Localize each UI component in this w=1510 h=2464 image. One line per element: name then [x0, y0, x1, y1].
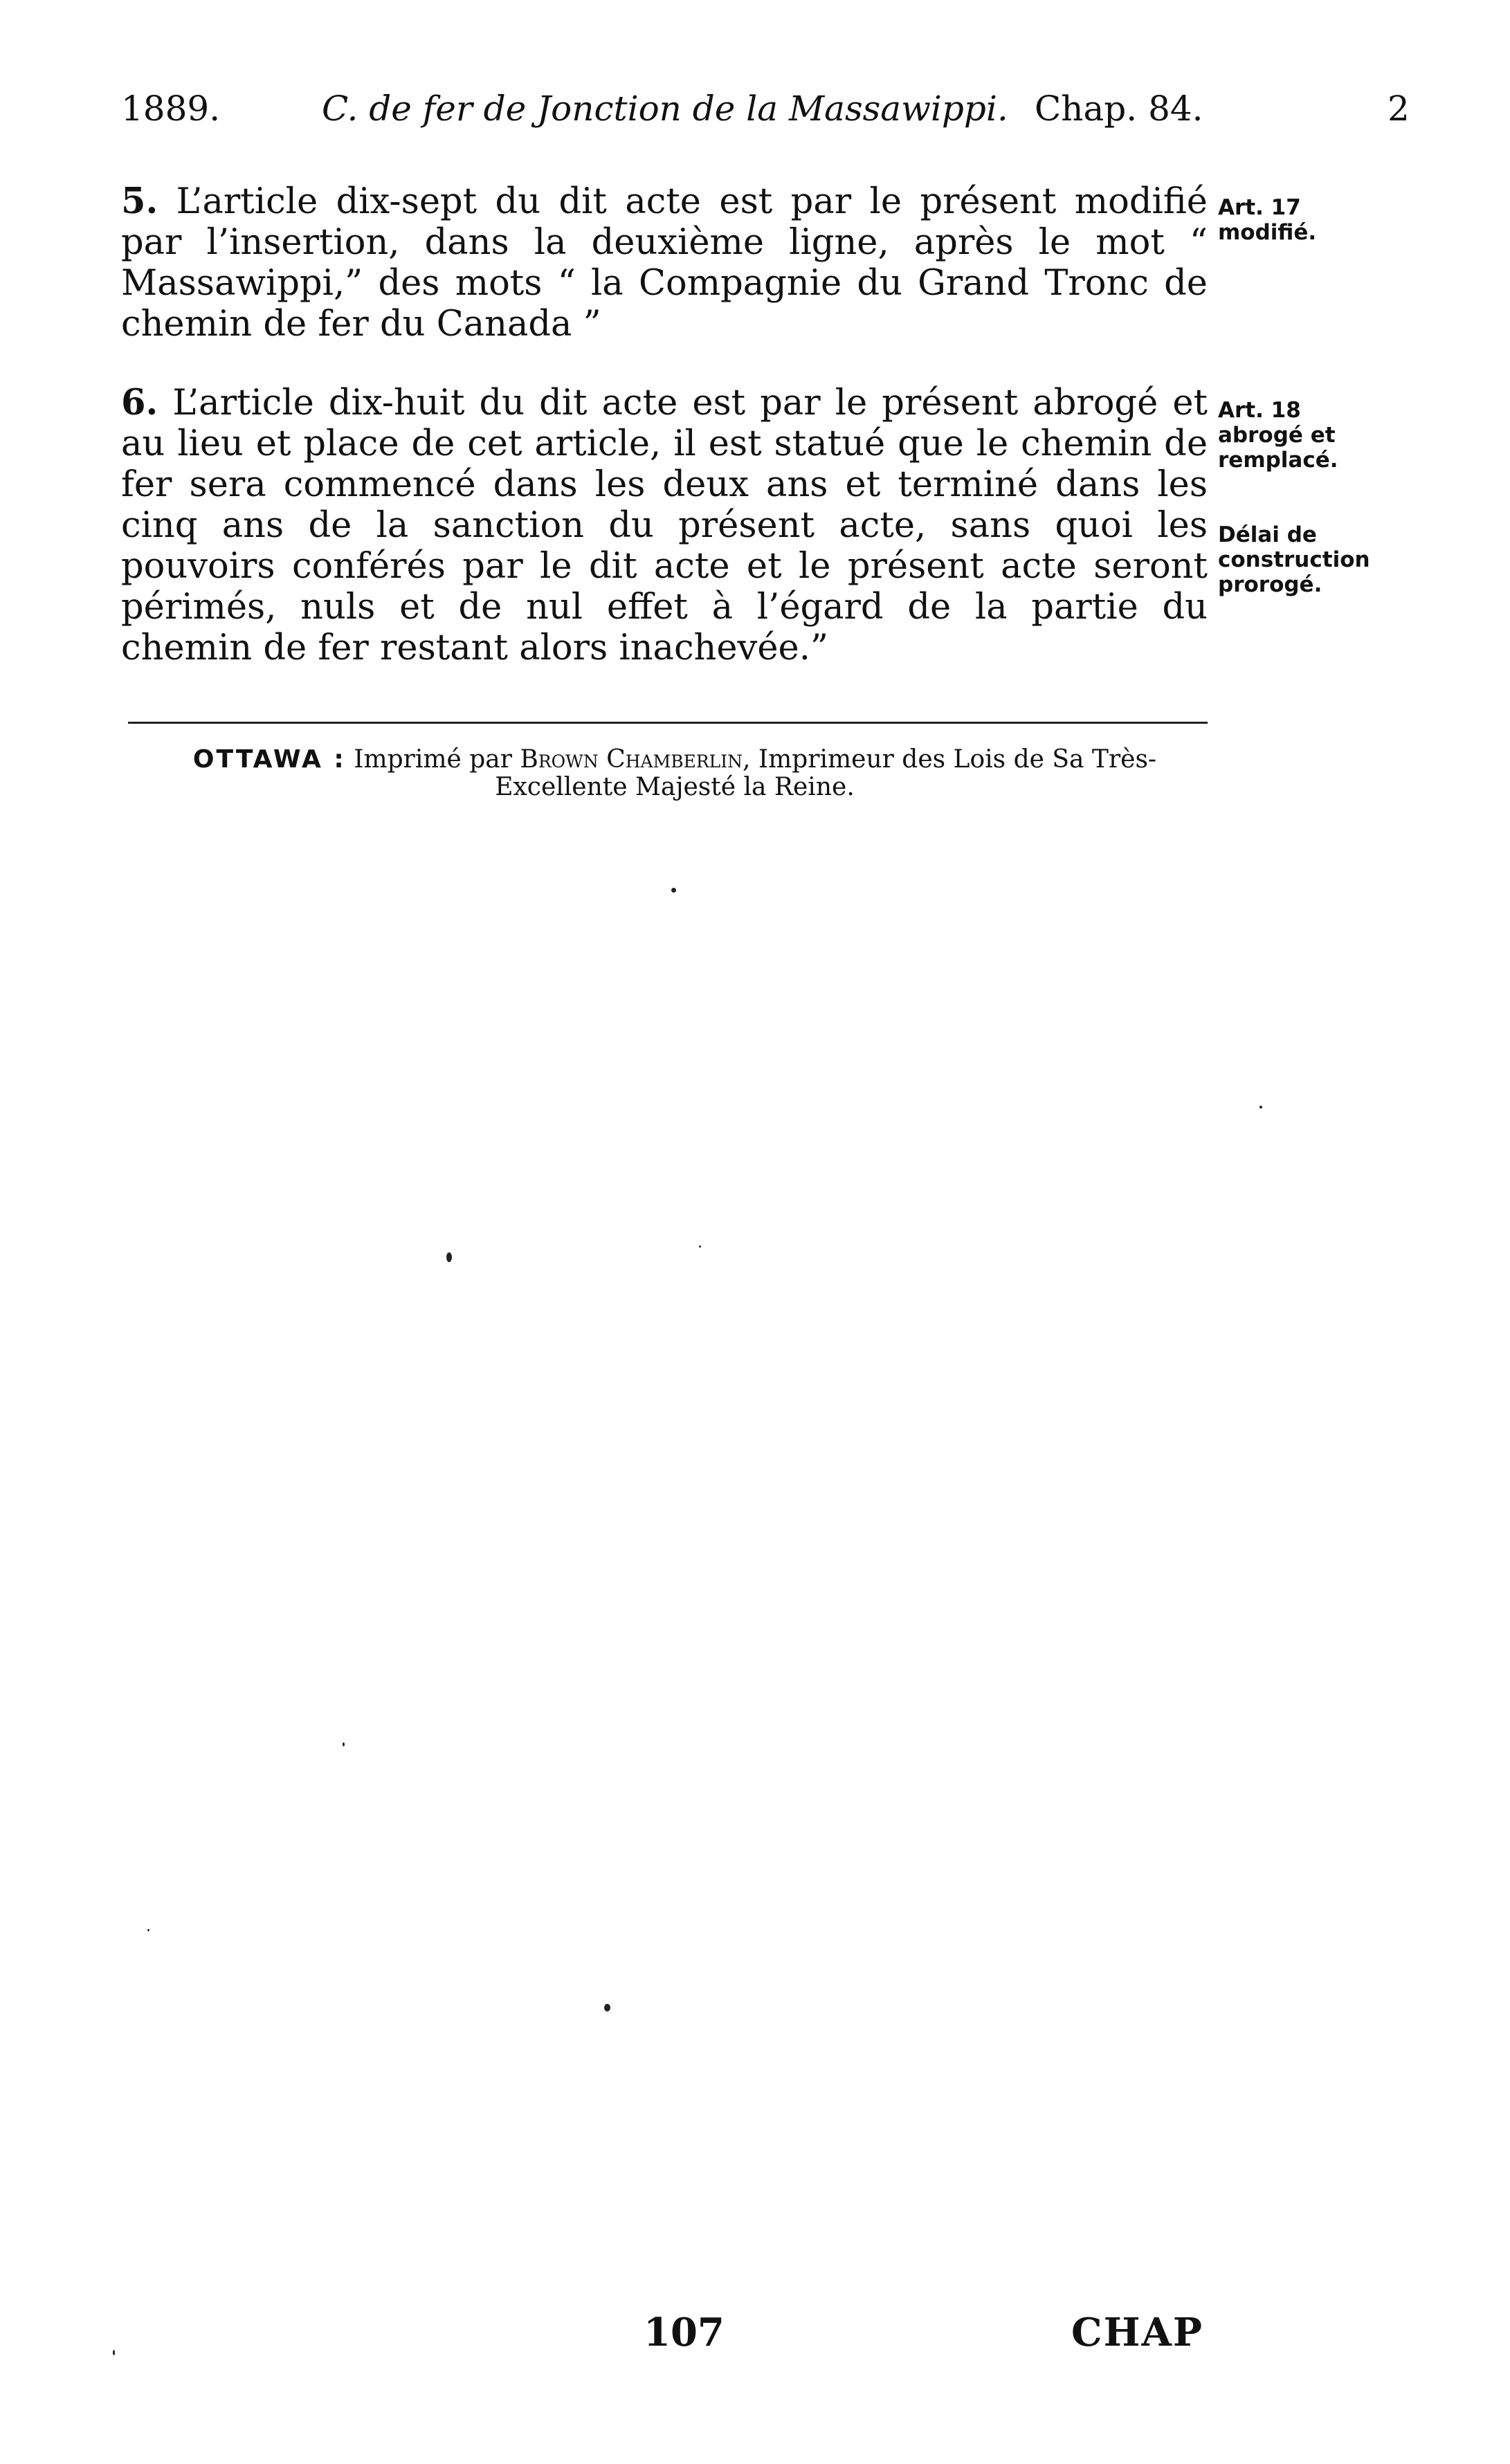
scan-speck — [147, 1929, 149, 1931]
scan-speck — [343, 1742, 345, 1746]
imprint-line2: Excellente Majesté la Reine. — [495, 773, 855, 801]
margin-note-line: construction — [1218, 547, 1370, 572]
margin-note — [1218, 195, 1419, 245]
printer-imprint — [149, 746, 1201, 801]
margin-note — [1218, 398, 1419, 473]
running-header — [121, 89, 1419, 144]
section-text: L’article dix-sept du dit acte est par le présent modifié par l’insertion, dans la deuxième ligne, après le mot “ Massawippi,” des mots “ la Compagnie du Grand Tronc de chemin de fer du Canada ” — [121, 181, 1208, 345]
imprint-city: OTTAWA : — [192, 745, 346, 774]
imprint-text-after: , Imprimeur des Lois de Sa Très- — [743, 745, 1157, 774]
margin-note — [1218, 522, 1419, 597]
margin-note-line: Délai de — [1218, 522, 1317, 547]
header-page-number: 2 — [1388, 89, 1410, 129]
section-6-paragraph — [121, 383, 1208, 668]
header-year: 1889. — [121, 89, 221, 129]
scan-speck — [699, 1245, 701, 1248]
scan-speck — [671, 888, 676, 893]
section-number: 5. — [121, 181, 158, 222]
section-5-paragraph — [121, 181, 1208, 345]
imprint-printer: Brown Chamberlin — [520, 745, 743, 774]
header-chapter: Chap. 84. — [1035, 89, 1203, 129]
section-text: L’article dix-huit du dit acte est par le présent abrogé et au lieu et place de cet article, il est statué que le chemin de fer sera commencé dans les deux ans et terminé dans les cinq ans de la sanction du présent acte, sans quoi les pouvoirs conférés par le dit acte et le présent acte seront périmés, nuls et de nul effet à l’égard de la partie du chemin de fer restant alors inachevée.” — [121, 383, 1208, 668]
margin-note-line: Art. 18 — [1218, 398, 1301, 423]
section-number: 6. — [121, 382, 158, 423]
scan-speck — [446, 1252, 452, 1262]
margin-note-line: remplacé. — [1218, 448, 1338, 473]
scan-speck — [113, 2350, 115, 2355]
divider-rule — [128, 722, 1208, 724]
footer-catchword: CHAP — [1071, 2310, 1204, 2355]
margin-note-line: Art. 17 — [1218, 195, 1301, 220]
scan-speck — [1259, 1106, 1262, 1108]
header-title: C. de fer de Jonction de la Massawippi. — [322, 89, 1008, 129]
margin-note-line: modifié. — [1218, 220, 1317, 245]
margin-note-line: abrogé et — [1218, 423, 1336, 448]
margin-note-line: prorogé. — [1218, 572, 1322, 597]
footer-page-number: 107 — [644, 2310, 725, 2355]
imprint-text-before: Imprimé par — [354, 745, 512, 774]
scan-speck — [604, 2004, 610, 2011]
